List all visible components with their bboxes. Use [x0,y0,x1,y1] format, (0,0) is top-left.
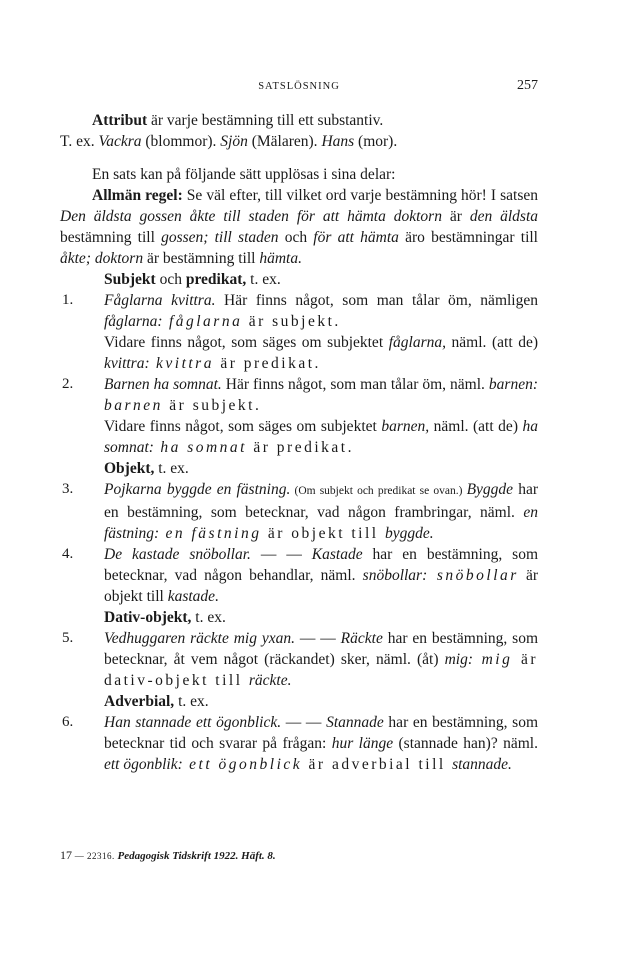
example-6: 6. Han stannade ett ögonblick. — — Stannade har en bestämning, som betecknar tid och svarar på frågan: hur länge (stannade han)? näml. ett ögonblik: ett ögonblick är adverbial till stannade. [62,714,538,773]
page-header [60,78,538,98]
example-2: 2. Barnen ha somnat. Här finns något, som man tålar öm, näml. barnen: barnen är subjekt. [62,376,538,414]
example-2-continuation: Vidare finns något, som säges om subjektet barnen, näml. (att de) ha somnat: ha somnat är predikat. [104,418,538,456]
attribut-term: Attribut [92,112,148,129]
page-number: 257 [517,78,538,93]
journal-citation: Pedagogisk Tidskrift 1922. Häft. 8. [117,850,276,862]
spacer [60,152,538,164]
running-title: SATSLÖSNING [258,81,340,92]
page-body [60,110,538,775]
example-5: 5. Vedhuggaren räckte mig yxan. — — Räckte har en bestämning, som betecknar, åt vem något (räckandet) sker, näml. (åt) mig: mig är dativ-objekt till räckte. [62,630,538,689]
example-number: 3. [62,481,74,497]
print-code: — 22316. [72,851,118,861]
adverbial-heading: Adverbial, t. ex. [104,693,209,710]
example-number: 2. [62,376,74,392]
subjekt-predikat-heading: Subjekt och predikat, t. ex. [104,271,281,288]
example-number: 5. [62,630,74,646]
attribut-paragraph: Attribut är varje bestämning till ett substantiv. T. ex. Vackra (blommor). Sjön (Mälaren). Hans (mor). [60,112,398,150]
rule-term: Allmän regel: [92,187,183,204]
general-rule-paragraph: Allmän regel: Se väl efter, till vilket ord varje bestämning hör! I satsen Den äldsta gossen åkte till staden för att hämta doktorn är den äldsta bestämning till gossen; till staden och för att hämta äro bestämningar till åkte; doktorn är bestämning till hämta. [60,187,539,267]
objekt-heading: Objekt, t. ex. [104,460,189,477]
example-number: 6. [62,714,74,730]
example-1-continuation: Vidare finns något, som säges om subjektet fåglarna, näml. (att de) kvittra: kvittra är predikat. [104,334,538,372]
example-number: 4. [62,546,74,562]
sheet-number: 17 [60,848,72,862]
page-footer [60,848,276,863]
example-1: 1. Fåglarna kvittra. Här finns något, som man tålar öm, nämligen fåglarna: fåglarna är subjekt. [62,292,538,330]
intro-paragraph: En sats kan på följande sätt upplösas i sina delar: [92,166,396,183]
example-3: 3. Pojkarna byggde en fästning. (Om subjekt och predikat se ovan.) Byggde har en bestämning, som betecknar, vad någon frambringar, näml. en fästning: en fästning är objekt till byggde. [62,481,538,542]
example-4: 4. De kastade snöbollar. — — Kastade har en bestämning, som betecknar, vad någon behandlar, näml. snöbollar: snöbollar är objekt till kastade. [62,546,538,605]
dativ-objekt-heading: Dativ-objekt, t. ex. [104,609,226,626]
example-number: 1. [62,292,74,308]
